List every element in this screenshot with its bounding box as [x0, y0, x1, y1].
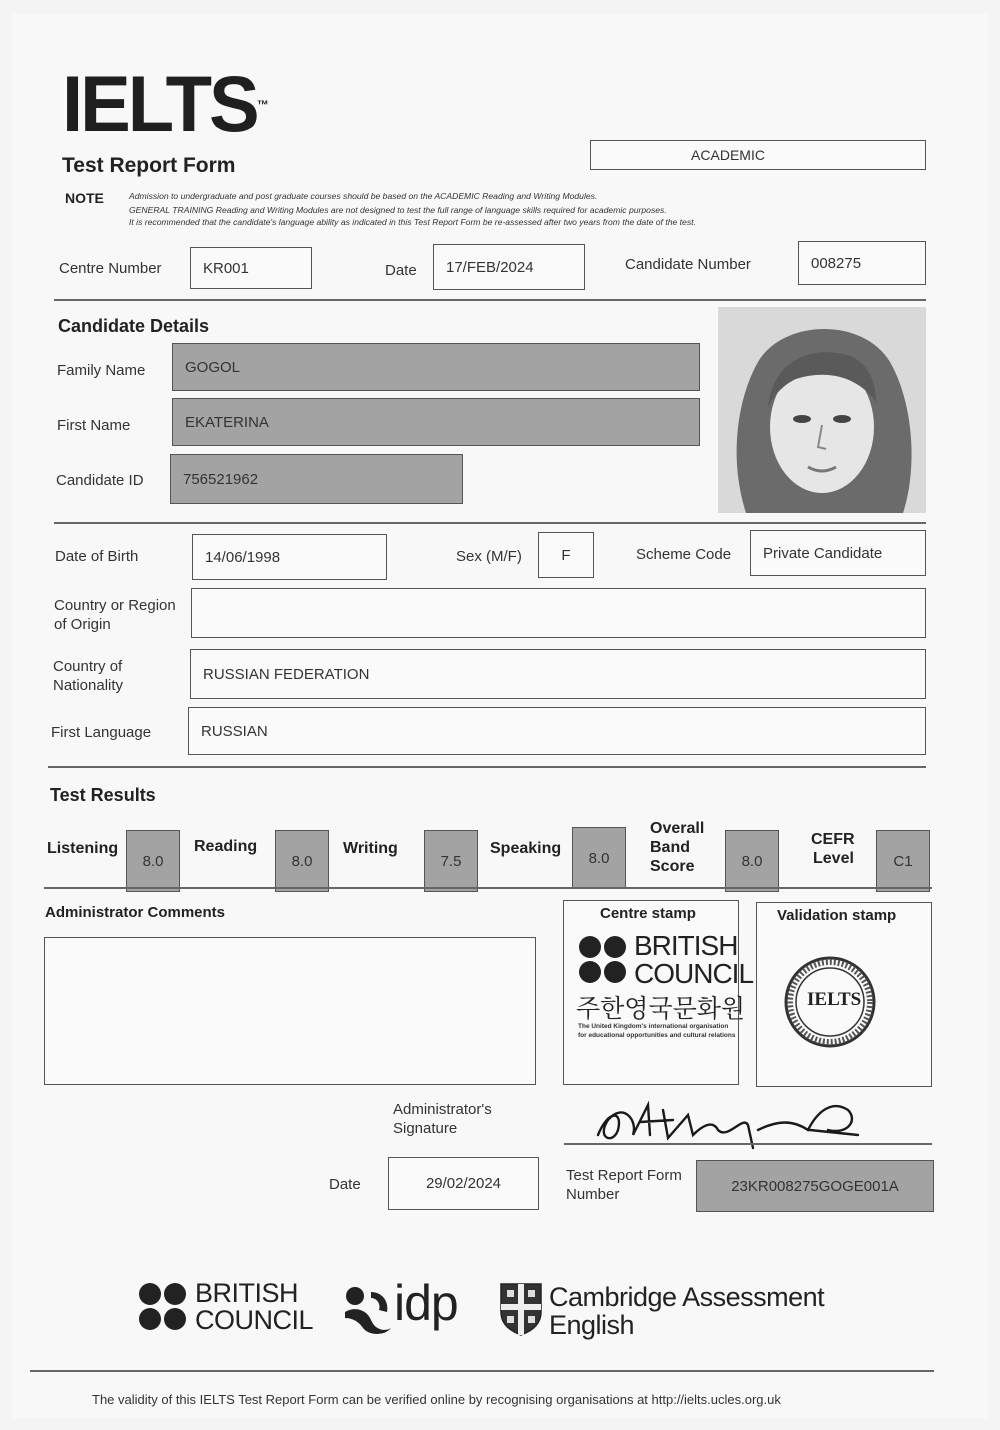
- test-date-field: 17/FEB/2024: [433, 244, 585, 290]
- trf-number-label-1: Test Report Form: [566, 1167, 682, 1184]
- first-language-field: RUSSIAN: [188, 707, 926, 755]
- overall-band-score: 8.0: [725, 830, 779, 892]
- validation-stamp-box: [756, 902, 932, 1087]
- stamp-bc-line-1: BRITISH: [634, 930, 738, 961]
- trf-number-label-2: Number: [566, 1186, 620, 1203]
- footer-bc-line-2: COUNCIL: [195, 1305, 314, 1335]
- signature-line: [564, 1143, 932, 1145]
- issue-date-label: Date: [329, 1176, 361, 1193]
- footer-divider: [30, 1370, 934, 1372]
- cefr-level: C1: [876, 830, 930, 892]
- signature-label-2: Signature: [393, 1120, 458, 1137]
- dob-label: Date of Birth: [55, 548, 139, 565]
- form-title: Test Report Form: [62, 154, 236, 177]
- test-results-title: Test Results: [50, 785, 156, 805]
- overall-label-3: Score: [650, 858, 695, 875]
- candidate-id-label: Candidate ID: [56, 472, 144, 489]
- british-council-logo-icon: [138, 1282, 188, 1332]
- note-line-1: Admission to undergraduate and post graduate courses should be based on the ACADEMIC Reading and Writing Modules.: [129, 191, 598, 201]
- scheme-code-label: Scheme Code: [636, 546, 732, 563]
- cambridge-line-2: English: [549, 1310, 635, 1340]
- cefr-label-1: CEFR: [811, 831, 855, 848]
- first-name-label: First Name: [57, 417, 131, 434]
- british-council-dots-icon: [578, 935, 628, 985]
- listening-label: Listening: [47, 840, 119, 857]
- origin-label-2: of Origin: [54, 616, 111, 633]
- date-label: Date: [385, 262, 417, 279]
- candidate-id-field: 756521962: [170, 454, 463, 504]
- candidate-details-title: Candidate Details: [58, 316, 210, 336]
- note-label: NOTE: [65, 190, 104, 206]
- sex-field: F: [538, 532, 594, 578]
- reading-score: 8.0: [275, 830, 329, 892]
- family-name-field: GOGOL: [172, 343, 700, 391]
- cefr-label-2: Level: [813, 850, 854, 867]
- issue-date-field: 29/02/2024: [388, 1157, 539, 1210]
- ielts-logo: [62, 59, 269, 150]
- speaking-score: 8.0: [572, 827, 626, 889]
- divider: [44, 887, 932, 889]
- note-line-3: It is recommended that the candidate's language ability as indicated in this Test Report Form be re-assessed after two years from the date of the test.: [129, 217, 696, 227]
- dob-field: 14/06/1998: [192, 534, 387, 580]
- candidate-number-label: Candidate Number: [625, 256, 751, 273]
- family-name-label: Family Name: [57, 362, 146, 379]
- first-language-label: First Language: [51, 724, 152, 741]
- divider: [54, 299, 926, 301]
- divider: [48, 766, 926, 768]
- overall-label-1: Overall: [650, 820, 705, 837]
- admin-comments-field: [44, 937, 536, 1085]
- footer-bc-line-1: BRITISH: [195, 1278, 299, 1308]
- note-line-2: GENERAL TRAINING Reading and Writing Modules are not designed to test the full range of language skills required for academic purposes.: [129, 205, 667, 215]
- centre-number-label: Centre Number: [59, 260, 162, 277]
- trf-number-field: 23KR008275GOGE001A: [696, 1160, 934, 1212]
- scheme-code-field: Private Candidate: [750, 530, 926, 576]
- writing-score: 7.5: [424, 830, 478, 892]
- idp-logo-icon: [341, 1284, 393, 1336]
- overall-label-2: Band: [650, 839, 690, 856]
- stamp-bc-line-2: COUNCIL: [634, 958, 754, 989]
- candidate-number-field: 008275: [798, 241, 926, 285]
- validity-statement: The validity of this IELTS Test Report Form can be verified online by recognising organisations at http://ielts.ucles.org.uk: [92, 1392, 781, 1407]
- signature-label-1: Administrator's: [393, 1101, 492, 1118]
- validation-stamp-label: Validation stamp: [777, 907, 897, 924]
- centre-stamp-box: [563, 900, 754, 1085]
- test-report-form: [12, 14, 988, 1418]
- idp-logo-text: idp: [394, 1275, 458, 1331]
- listening-score: 8.0: [126, 830, 180, 892]
- nationality-label-2: Nationality: [53, 677, 124, 694]
- origin-field: [191, 588, 926, 638]
- stamp-korean: 주한영국문화원: [576, 995, 746, 1023]
- ielts-logo-text: IELTS: [62, 59, 257, 150]
- writing-label: Writing: [343, 840, 398, 857]
- sex-label: Sex (M/F): [456, 548, 522, 565]
- nationality-label-1: Country of: [53, 658, 123, 675]
- centre-stamp-label: Centre stamp: [600, 905, 696, 922]
- nationality-field: RUSSIAN FEDERATION: [190, 649, 926, 699]
- administrator-signature: [578, 1090, 868, 1150]
- admin-comments-label: Administrator Comments: [45, 904, 226, 921]
- stamp-small-line-1: The United Kingdom's international organisation: [578, 1023, 729, 1030]
- module-field: ACADEMIC: [590, 140, 926, 170]
- stamp-small-line-2: for educational opportunities and cultural relations: [578, 1032, 736, 1039]
- validation-seal-text: IELTS: [807, 989, 862, 1010]
- origin-label-1: Country or Region: [54, 597, 176, 614]
- candidate-photo: [718, 307, 926, 513]
- cambridge-line-1: Cambridge Assessment: [549, 1282, 825, 1312]
- centre-number-field: KR001: [190, 247, 312, 289]
- speaking-label: Speaking: [490, 840, 562, 857]
- trademark: ™: [256, 97, 269, 113]
- reading-label: Reading: [194, 838, 258, 855]
- divider: [54, 522, 926, 524]
- cambridge-shield-icon: [499, 1282, 543, 1336]
- first-name-field: EKATERINA: [172, 398, 700, 446]
